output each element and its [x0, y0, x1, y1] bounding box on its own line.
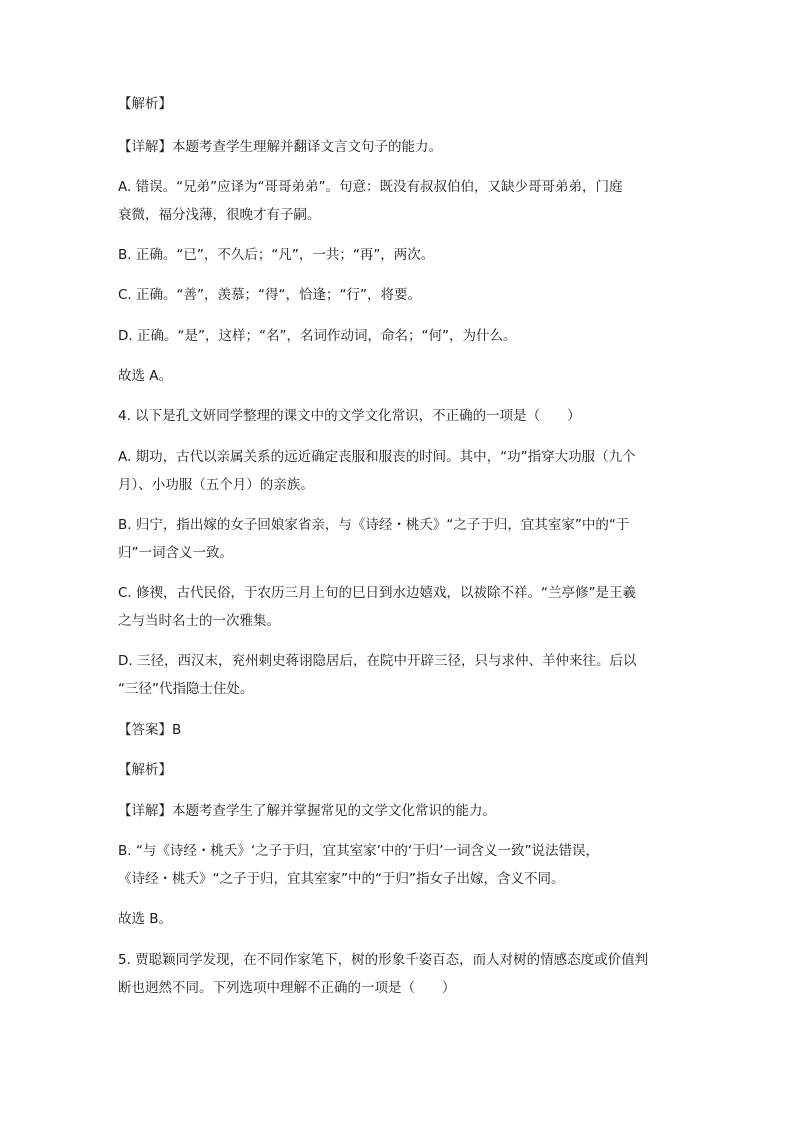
question-4-option-a-cont: 月）、小功服（五个月）的亲族。 — [118, 477, 314, 493]
question-4-option-d-cont: “三径”代指隐士住处。 — [118, 681, 254, 697]
option-a-explanation-cont: 衰微，福分浅薄，很晚才有子嗣。 — [118, 207, 321, 223]
section-heading-analysis-2: 【解析】 — [118, 762, 172, 778]
detail-line-2: 【详解】本题考查学生了解并掌握常见的文学文化常识的能力。 — [118, 803, 496, 819]
question-4-option-c-cont: 之与当时名士的一次雅集。 — [118, 613, 280, 629]
question-5-stem-cont: 断也迥然不同。下列选项中理解不正确的一项是（ ） — [118, 980, 456, 996]
answer-choice-line: 故选 A。 — [118, 368, 173, 384]
question-4-option-b-cont: 归”一词含义一致。 — [118, 545, 233, 561]
option-b-analysis-cont: 《诗经・桃夭》“之子于归，宜其室家”中的“于归”指女子出嫁，含义不同。 — [118, 871, 565, 887]
answer-choice-line-2: 故选 B。 — [118, 911, 173, 927]
option-b-explanation: B. 正确。“已”，不久后；“凡”，一共；“再”，两次。 — [118, 247, 435, 263]
option-d-explanation: D. 正确。“是”，这样；“名”，名词作动词，命名；“何”，为什么。 — [118, 328, 517, 344]
question-5-stem: 5. 贾聪颖同学发现，在不同作家笔下，树的形象千姿百态，而人对树的情感态度或价值判 — [118, 952, 649, 968]
question-4-stem: 4. 以下是孔文妍同学整理的课文中的文学文化常识，不正确的一项是（ ） — [118, 408, 581, 424]
detail-line: 【详解】本题考查学生理解并翻译文言文句子的能力。 — [118, 139, 442, 155]
question-4-option-d: D. 三径，西汉末，兖州刺史蒋诩隐居后，在院中开辟三径，只与求仲、羊仲来往。后以 — [118, 653, 637, 669]
question-4-option-a: A. 期功，古代以亲属关系的远近确定丧服和服丧的时间。其中，“功”指穿大功服（九个 — [118, 449, 636, 465]
section-heading-analysis: 【解析】 — [118, 96, 172, 112]
option-b-analysis: B. “与《诗经・桃夭》‘之子于归，宜其室家’中的‘于归’一词含义一致”说法错误， — [118, 843, 599, 859]
question-4-option-b: B. 归宁，指出嫁的女子回娘家省亲，与《诗经・桃夭》“之子于归，宜其室家”中的“于 — [118, 517, 630, 533]
option-a-explanation: A. 错误。“兄弟”应译为“哥哥弟弟”。句意：既没有叔叔伯伯，又缺少哥哥弟弟，门庭 — [118, 179, 623, 195]
question-4-option-c: C. 修禊，古代民俗，于农历三月上旬的巳日到水边嬉戏，以祓除不祥。“兰亭修”是王羲 — [118, 585, 636, 601]
option-c-explanation: C. 正确。“善”，羡慕；“得“，恰逢；“行”，将要。 — [118, 287, 421, 303]
answer-line: 【答案】B — [118, 722, 182, 738]
